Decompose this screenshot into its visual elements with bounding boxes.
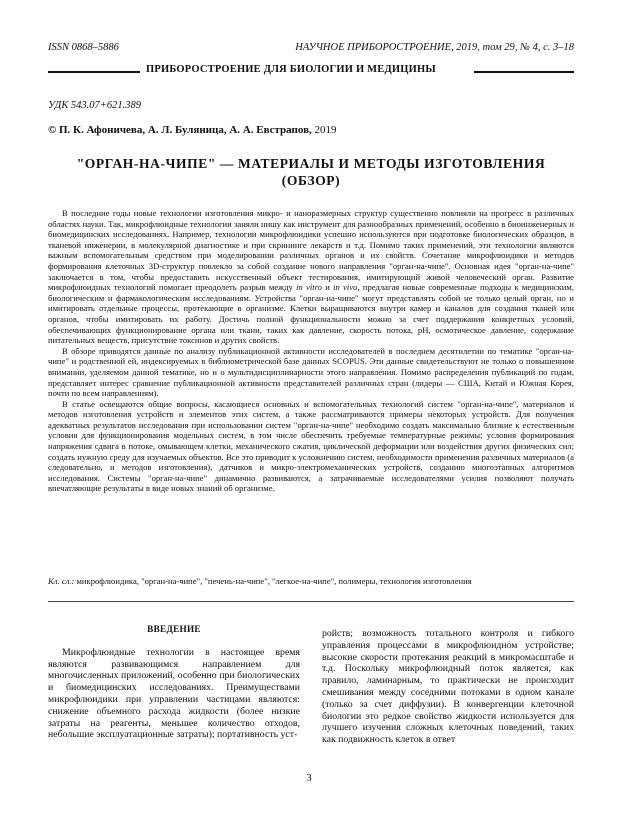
journal-reference: НАУЧНОЕ ПРИБОРОСТРОЕНИЕ, 2019, том 29, № 4, с. 3–18 xyxy=(295,42,574,53)
abstract-text: В последние годы новые технологии изготовления микро- и наноразмерных структур существенно повлияли на прогресс в различных областях науки. Так, микрофлюидные технологии заняли нишу как инструмент для разнообразных применений, особенно в биоинженерных и биомедицинских исследованиях. Например, технологии микрофлюидики успешно используются при подготовке биологических образцов, в тканевой инженерии, в молекулярной диагностике и при скрининге лекарств и т.д. Помимо таких применений, эти технологии являются важным вспомогательным средством при моделировании различных органов и их свойств. Сочетание микрофлюидики и методов формирования клеточных 3D-структур повлекло за собой создание нового направления "орган-на-чипе". Основная идея "орган-на-чипе" заключается в том, чтобы предоставить искусственный объект тестирования, имитирующий живой человеческий орган. Развитие микрофлюидных технологий помогает преодолеть разрыв между xyxy=(48,208,574,293)
keywords-divider xyxy=(48,601,574,602)
section-rule-left xyxy=(48,71,140,73)
abstract-text: и xyxy=(321,282,334,293)
abstract xyxy=(48,208,574,494)
intro-paragraph-right: ройств; возможность тотального контроля и гибкого управления процессами в микрофлюидном устройстве; высокие скорости протекания реакций в микромасштабе и т.д. Поскольку микрофлюидный поток является, как правило, ламинарным, то практически не происходит смешивания между соседними потоками в одном канале (только за счет диффузии). В конвергенции клеточной биологии это редкое свойство жидкости используется для лучшего изучения сложных клеточных поведений, таких как подвижность клеток в ответ xyxy=(322,628,574,746)
copyright-symbol: © xyxy=(48,124,57,136)
abstract-paragraph: В статье освещаются общие вопросы, касающиеся основных и вспомогательных технологий систем "орган-на-чипе", материалов и методов изготовления устройств и элементов этих систем, а также рассматриваются примеры некоторых устройств. Для получения адекватных результатов исследования при использовании систем "орган-на-чипе" необходимо создать максимально близкие к естественным условия для функционирования модельных систем, в том числе обеспечить требуемые температурные режимы; условия формирования напряжения сдвига в потоке, омывающем клетки, механического сжатия, циклической деформации или воздействия других физических сил; создать нужную среду для изучаемых объектов. Все это приводит к усложнению систем, необходимости применения различных материалов (а следовательно, и методов изготовления), датчиков и микро-электромеханических устройств, созданию многоэтапных алгоритмов исследования. Системы "орган-на-чипе" динамично развиваются, а затрачиваемые исследователями усилия позволяют получать впечатляющие результаты в виде новых знаний об организме. xyxy=(48,398,574,494)
abstract-text: , предлагая новые современные подходы к медицинским, биологическим и фармакологическим исследованиям. Устройства "орган-на-чипе" могут представлять собой не только целый орган, но и имитировать отдельные процессы, протекающие в организме. Клетки выращиваются внутри камер и каналов для создания тканей или органов, чтобы имитировать их работу. Достичь полной функциональности можно за счет поддержания конкретных условий, обеспечивающих функционирование органа или ткани, таких как давление, скорость потока, pH, осмотическое давление, содержание питательных веществ, присутствие токсинов и других свойств. xyxy=(48,282,574,346)
keywords-text: микрофлюидика, "орган-на-чипе", "печень-на-чипе", "легкое-на-чипе", полимеры, технология изготовления xyxy=(74,576,472,586)
keywords xyxy=(48,576,574,587)
intro-left-column xyxy=(48,624,300,741)
intro-paragraph-left: Микрофлюидные технологии в настоящее время являются развивающимся направлением для многочисленных приложений, особенно при биологических и биомедицинских исследованиях. Преимуществами микрофлюидики при управлении частицами являются: снижение объемного расхода жидкости (более низкие затраты на реагенты, меньшее количество отходов, небольшие эксплуатационные затраты); портативность уст- xyxy=(48,646,300,741)
page-number: 3 xyxy=(306,772,312,784)
article-title-line1: "ОРГАН-НА-ЧИПЕ" — МАТЕРИАЛЫ И МЕТОДЫ ИЗГОТОВЛЕНИЯ xyxy=(76,156,546,171)
abstract-paragraph: В обзоре приводятся данные по анализу публикационной активности исследователей в последнем десятилетии по тематике "орган-на-чипе" и родственной ей, индексируемых в библиометрической базе данных SCOPUS. Эти данные свидетельствуют не только о повышенном внимании, уделяемом данной тематике, но и о мультидисциплинарности этого направления. Помимо распределения публикаций по годам, представляет интерес сравнение публикационной активности представителей различных стран (лидеры — США, Китай и Южная Корея, почти по всем направлениям). xyxy=(48,345,574,399)
intro-right-column xyxy=(322,628,574,746)
authors-line xyxy=(48,124,337,136)
copyright-year: 2019 xyxy=(311,124,337,136)
abstract-italic-term: in vitro xyxy=(296,282,322,293)
abstract-italic-term: in vivo xyxy=(333,282,358,293)
keywords-label: Кл. сл.: xyxy=(48,576,75,586)
abstract-paragraph xyxy=(48,208,574,346)
section-title-bar xyxy=(48,64,574,78)
section-rule-right xyxy=(474,71,574,73)
journal-issn: ISSN 0868–5886 xyxy=(48,42,119,53)
article-title xyxy=(48,155,574,189)
article-title-line2: (ОБЗОР) xyxy=(281,173,341,188)
intro-heading: ВВЕДЕНИЕ xyxy=(147,624,201,634)
udk-code: УДК 543.07+621.389 xyxy=(48,100,142,111)
author-names: П. К. Афоничева, А. Л. Буляница, А. А. Евстрапов, xyxy=(56,124,312,136)
section-title: ПРИБОРОСТРОЕНИЕ ДЛЯ БИОЛОГИИ И МЕДИЦИНЫ xyxy=(146,64,436,75)
